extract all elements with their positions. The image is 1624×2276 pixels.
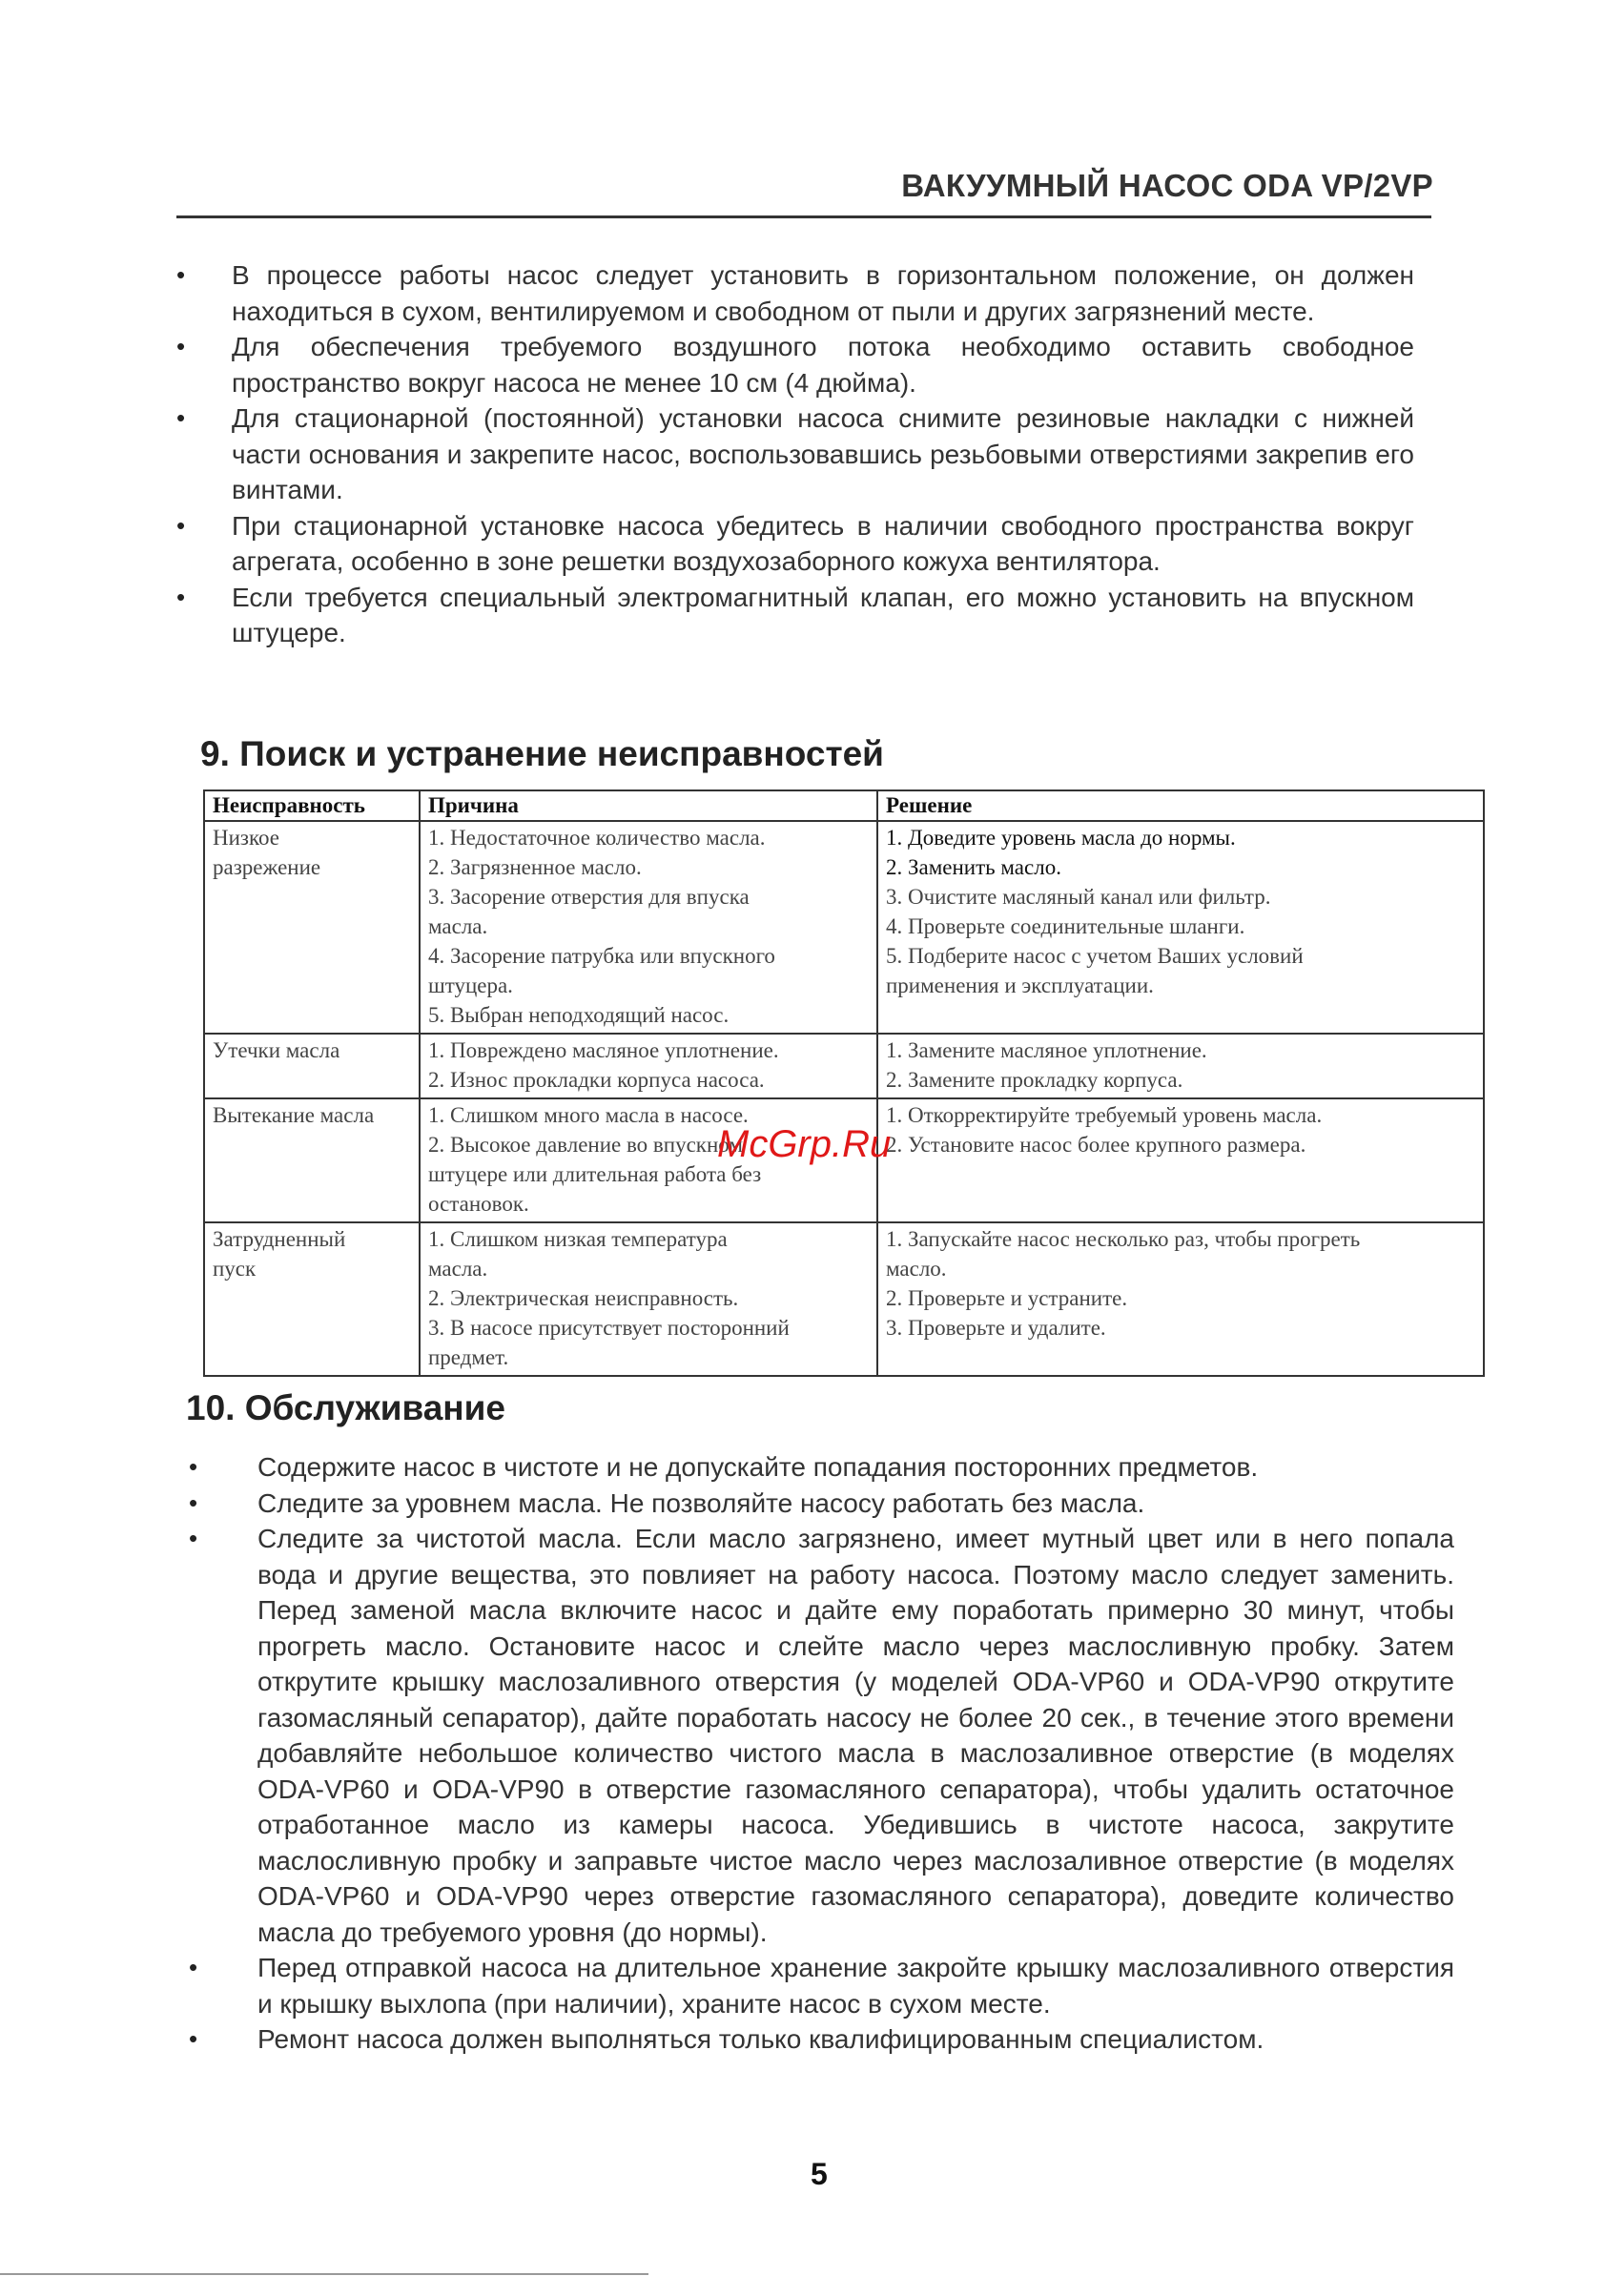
fault-cell: [204, 1222, 420, 1376]
column-header-solution: Решение: [877, 790, 1484, 821]
solution-cell: [877, 1098, 1484, 1222]
list-item: • Если требуется специальный электромагнитный клапан, его можно установить на впускном штуцере.: [232, 580, 1414, 651]
cell-line: 4. Проверьте соединительные шланги.: [886, 914, 1245, 938]
page-header-title: ВАКУУМНЫЙ НАСОС ODA VP/2VP: [901, 168, 1433, 203]
troubleshooting-section-title: 9. Поиск и устранение неисправностей: [200, 734, 884, 773]
list-item: • В процессе работы насос следует установить в горизонтальном положение, он должен находиться в сухом, вентилируемом и свободном от пыли и других загрязнений месте.: [232, 257, 1414, 329]
watermark: McGrp.Ru: [717, 1123, 892, 1165]
cell-line: 1. Повреждено масляное уплотнение.: [428, 1038, 779, 1062]
cell-line: 2. Установите насос более крупного размера.: [886, 1133, 1306, 1157]
cell-line: 1. Откорректируйте требуемый уровень масла.: [886, 1103, 1323, 1127]
column-header-fault: Неисправность: [204, 790, 420, 821]
cell-line: 3. В насосе присутствует посторонний: [428, 1316, 790, 1340]
cell-line: 1. Запускайте насос несколько раз, чтобы прогреть: [886, 1227, 1361, 1251]
table-row: [204, 1222, 1484, 1376]
cell-line: масла.: [428, 914, 488, 938]
cell-line: разрежение: [213, 855, 321, 879]
solution-cell: [877, 821, 1484, 1034]
list-item: • Содержите насос в чистоте и не допускайте попадания посторонних предметов.: [257, 1449, 1454, 1486]
cell-line: пуск: [213, 1257, 257, 1281]
cause-cell: [420, 821, 877, 1034]
list-item: • Следите за чистотой масла. Если масло загрязнено, имеет мутный цвет или в него попала вода и другие вещества, это повлияет на работу насоса. Поэтому масло следует заменить. Перед заменой масла включите насос и дайте ему поработать примерно 30 минут, чтобы прогреть масло. Остановите насос и слейте масло через маслосливную пробку. Затем открутите крышку маслозаливного отверстия (у моделей ODA-VP60 и ODA-VP90 открутите газомасляный сепаратор), дайте поработать насосу не более 20 сек., в течение этого времени добавляйте небольшое количество чистого масла в маслозаливное отверстие (в моделях ODA-VP60 и ODA-VP90 в отверстие газомасляного сепаратора), чтобы удалить остаточное отработанное масло из камеры насоса. Убедившись в чистоте насоса, закрутите маслосливную пробку и заправьте чистое масло через маслозаливное отверстие (в моделях ODA-VP60 и ODA-VP90 через отверстие газомасляного сепаратора), доведите количество масла до требуемого уровня (до нормы).: [257, 1521, 1454, 1950]
cell-line: 3. Засорение отверстия для впуска: [428, 885, 750, 909]
list-item: • Следите за уровнем масла. Не позволяйте насосу работать без масла.: [257, 1486, 1454, 1522]
cell-line: штуцере или длительная работа без: [428, 1162, 762, 1186]
list-item: • Для обеспечения требуемого воздушного потока необходимо оставить свободное пространство вокруг насоса не менее 10 см (4 дюйма).: [232, 329, 1414, 400]
header-divider: [176, 215, 1431, 218]
cell-line: 3. Очистите масляный канал или фильтр.: [886, 885, 1271, 909]
cell-line: Вытекание масла: [213, 1103, 375, 1127]
cell-line: 2. Замените прокладку корпуса.: [886, 1068, 1183, 1092]
list-item: • При стационарной установке насоса убедитесь в наличии свободного пространства вокруг агрегата, особенно в зоне решетки воздухозаборного кожуха вентилятора.: [232, 508, 1414, 580]
cell-line: 1. Замените масляное уплотнение.: [886, 1038, 1207, 1062]
cell-line: 5. Выбран неподходящий насос.: [428, 1003, 730, 1027]
cell-line: 1. Недостаточное количество масла.: [428, 826, 766, 850]
cell-line: предмет.: [428, 1345, 509, 1369]
cell-line: 2. Проверьте и устраните.: [886, 1286, 1128, 1310]
cell-line: Утечки масла: [213, 1038, 340, 1062]
cause-cell: [420, 1034, 877, 1098]
footer-divider: [0, 2273, 648, 2275]
cell-line: применения и эксплуатации.: [886, 974, 1154, 997]
list-item: • Ремонт насоса должен выполняться только квалифицированным специалистом.: [257, 2021, 1454, 2058]
cell-line: 1. Слишком низкая температура: [428, 1227, 728, 1251]
table-header-row: [204, 790, 1484, 821]
cell-line: 3. Проверьте и удалите.: [886, 1316, 1106, 1340]
cell-line: 4. Засорение патрубка или впускного: [428, 944, 775, 968]
installation-bullet-list: [232, 257, 1414, 651]
cell-line: 2. Электрическая неисправность.: [428, 1286, 739, 1310]
table-row: [204, 1034, 1484, 1098]
cell-line: масла.: [428, 1257, 488, 1281]
cell-line: 2. Загрязненное масло.: [428, 855, 642, 879]
maintenance-section-title: 10. Обслуживание: [186, 1388, 505, 1427]
cell-line: 1. Слишком много масла в насосе.: [428, 1103, 749, 1127]
cell-line: остановок.: [428, 1192, 529, 1216]
page-number: 5: [811, 2157, 828, 2191]
solution-cell: [877, 1222, 1484, 1376]
cell-line: 2. Высокое давление во впускном: [428, 1133, 743, 1157]
cell-line: масло.: [886, 1257, 947, 1281]
column-header-cause: Причина: [420, 790, 877, 821]
cell-line: Низкое: [213, 826, 279, 850]
solution-cell: [877, 1034, 1484, 1098]
fault-cell: [204, 1098, 420, 1222]
troubleshooting-table: [203, 789, 1485, 1377]
table-row: [204, 821, 1484, 1034]
cell-line: Затрудненный: [213, 1227, 346, 1251]
cell-line: 2. Заменить масло.: [886, 855, 1061, 879]
cell-line: 1. Доведите уровень масла до нормы.: [886, 826, 1236, 850]
cell-line: 5. Подберите насос с учетом Ваших условий: [886, 944, 1304, 968]
cell-line: штуцера.: [428, 974, 513, 997]
list-item: • Для стационарной (постоянной) установки насоса снимите резиновые накладки с нижней части основания и закрепите насос, воспользовавшись резьбовыми отверстиями закрепив его винтами.: [232, 400, 1414, 508]
cause-cell: [420, 1222, 877, 1376]
fault-cell: [204, 1034, 420, 1098]
list-item: • Перед отправкой насоса на длительное хранение закройте крышку маслозаливного отверстия и крышку выхлопа (при наличии), храните насос в сухом месте.: [257, 1950, 1454, 2021]
cell-line: 2. Износ прокладки корпуса насоса.: [428, 1068, 765, 1092]
maintenance-bullet-list: [257, 1449, 1454, 2058]
fault-cell: [204, 821, 420, 1034]
